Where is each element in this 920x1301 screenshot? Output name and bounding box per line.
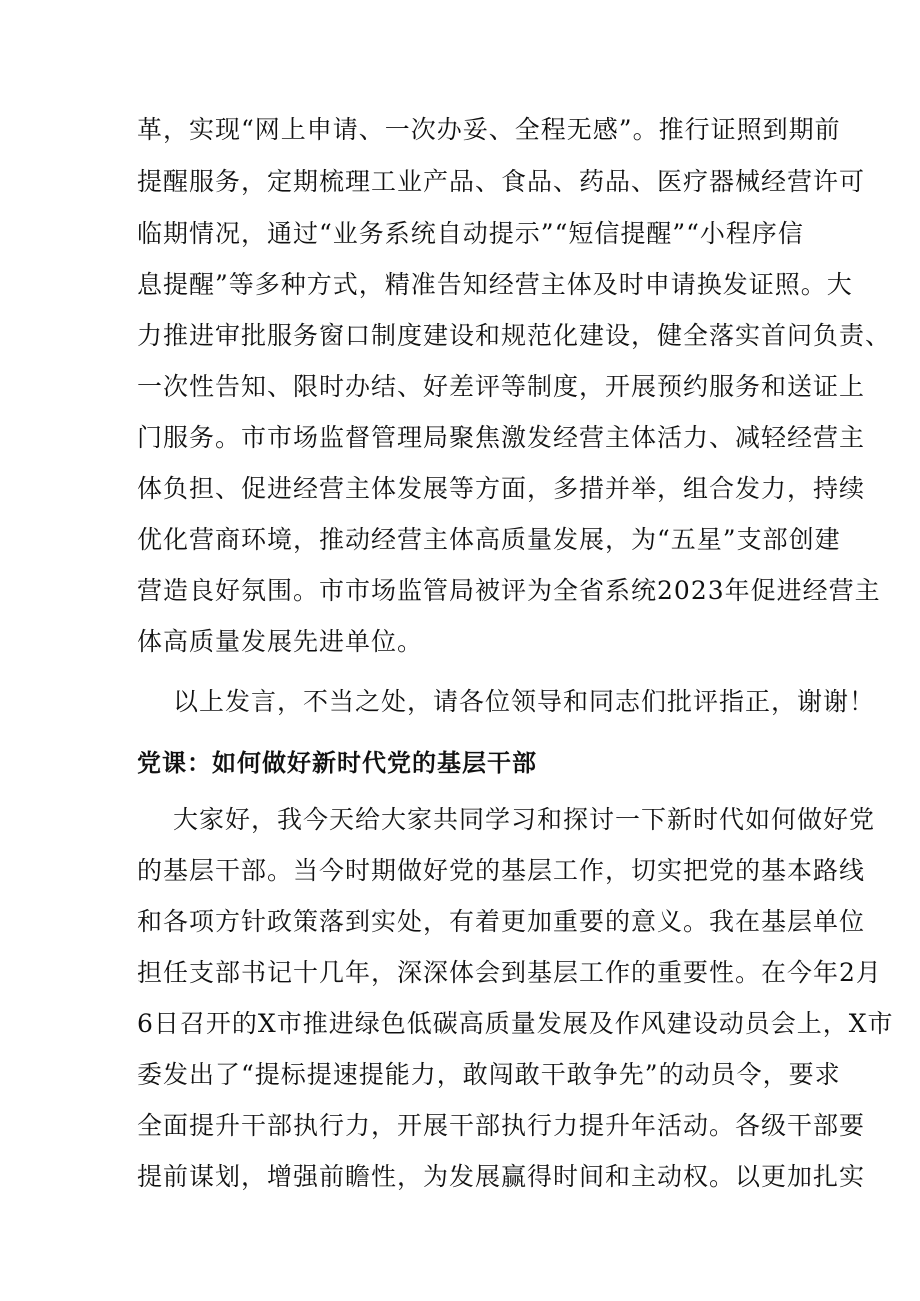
text-line: 6日召开的X市推进绿色低碳高质量发展及作风建设动员会上，X市 bbox=[137, 1009, 894, 1038]
text-line: 优化营商环境，推动经营主体高质量发展，为“五星”支部创建 bbox=[137, 525, 841, 554]
text-line: 营造良好氛围。市市场监管局被评为全省系统2023年促进经营主 bbox=[137, 576, 881, 605]
text-line: 的基层干部。当今时期做好党的基层工作，切实把党的基本路线 bbox=[137, 856, 866, 885]
text-line: 息提醒”等多种方式，精准告知经营主体及时申请换发证照。大 bbox=[137, 270, 853, 299]
text-line: 力推进审批服务窗口制度建设和规范化建设，健全落实首问负责、 bbox=[137, 321, 892, 350]
text-line: 体负担、促进经营主体发展等方面，多措并举，组合发力，持续 bbox=[137, 474, 866, 503]
text-line: 全面提升干部执行力，开展干部执行力提升年活动。各级干部要 bbox=[137, 1111, 866, 1140]
section-heading: 党课：如何做好新时代党的基层干部 bbox=[137, 748, 537, 777]
text-line: 大家好，我今天给大家共同学习和探讨一下新时代如何做好党 bbox=[173, 805, 876, 834]
text-line: 和各项方针政策落到实处，有着更加重要的意义。我在基层单位 bbox=[137, 907, 866, 936]
text-line: 体高质量发展先进单位。 bbox=[137, 627, 424, 656]
text-line: 委发出了“提标提速提能力，敢闯敢干敢争先”的动员令，要求 bbox=[137, 1060, 841, 1089]
text-line: 临期情况，通过“业务系统自动提示”“短信提醒”“小程序信 bbox=[137, 219, 804, 248]
text-line: 担任支部书记十几年，深深体会到基层工作的重要性。在今年2月 bbox=[137, 958, 882, 987]
text-line: 革，实现“网上申请、一次办妥、全程无感”。推行证照到期前 bbox=[137, 115, 841, 144]
text-line: 门服务。市市场监督管理局聚焦激发经营主体活力、减轻经营主 bbox=[137, 423, 866, 452]
text-line: 一次性告知、限时办结、好差评等制度，开展预约服务和送证上 bbox=[137, 372, 866, 401]
text-line: 提醒服务，定期梳理工业产品、食品、药品、医疗器械经营许可 bbox=[137, 167, 866, 196]
text-line: 以上发言，不当之处，请各位领导和同志们批评指正，谢谢！ bbox=[173, 687, 876, 716]
text-line: 提前谋划，增强前瞻性，为发展赢得时间和主动权。以更加扎实 bbox=[137, 1162, 866, 1191]
